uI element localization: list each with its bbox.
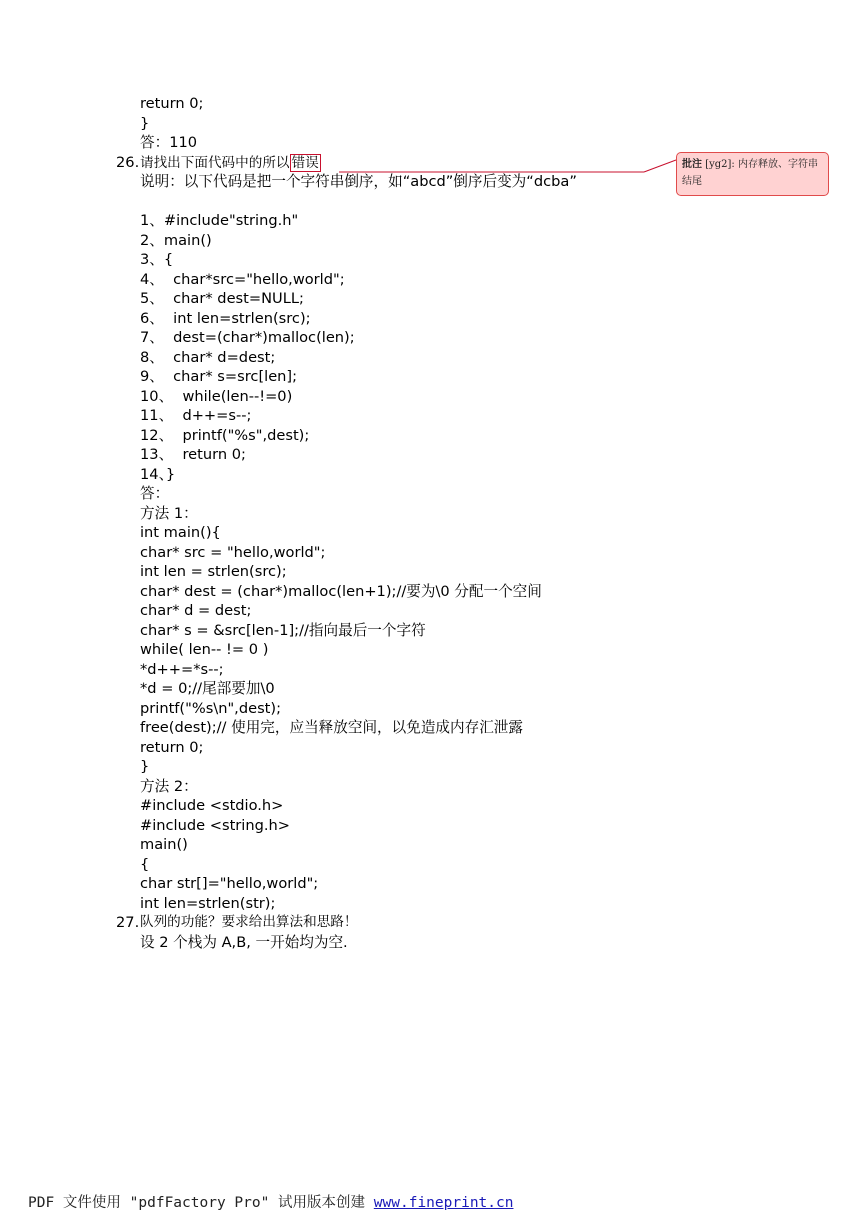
answer-line: #include <string.h> (140, 816, 290, 834)
commented-text[interactable]: 错误 (291, 154, 319, 171)
answer-line: int main(){ (140, 524, 221, 541)
code-line: 6、 int len=strlen(src); (140, 309, 311, 327)
answer-line: char* d = dest; (140, 602, 252, 619)
code-line: 14、} (140, 465, 176, 483)
code-line: 5、 char* dest=NULL; (140, 290, 304, 307)
code-line: 7、 dest=(char*)malloc(len); (140, 329, 355, 346)
comment-label: 批注 (682, 159, 702, 170)
connector-diagonal (644, 160, 676, 172)
question-26-title-text: 请找出下面代码中的所以 (140, 154, 290, 171)
answer-line: *d = 0;//尾部要加\0 (140, 680, 275, 697)
code-line: 4、 char*src="hello,world"; (140, 270, 345, 288)
footer-link[interactable]: www.fineprint.cn (373, 1195, 514, 1211)
code-line: 1、#include"string.h" (140, 212, 299, 229)
answer-line: 答： (140, 485, 170, 502)
answer-line: char* dest = (char*)malloc(len+1);//要为\0 分配一个空间 (140, 582, 542, 600)
question-27-title: 队列的功能？要求给出算法和思路！ (140, 914, 358, 930)
answer-line: char str[]="hello,world"; (140, 875, 319, 892)
comment-text: 内存释放、字符串结尾 (682, 159, 818, 187)
code-line: 2、main() (140, 231, 212, 249)
answer-line: 方法 2： (140, 777, 198, 795)
code-line: 11、 d++=s--; (140, 407, 252, 424)
answer-line: char* src = "hello,world"; (140, 543, 326, 561)
answer-line: main() (140, 836, 188, 853)
question-number-26: 26. (116, 153, 140, 171)
code-line: 13、 return 0; (140, 446, 246, 463)
code-line: 10、 while(len--!=0) (140, 387, 293, 405)
code-line: return 0; (140, 95, 204, 112)
answer-line: return 0; (140, 738, 204, 756)
answer-line: 方法 1： (140, 504, 198, 522)
question-26-description: 说明：以下代码是把一个字符串倒序，如“abcd”倒序后变为“dcba” (140, 173, 577, 190)
answer-line: int len=strlen(str); (140, 894, 276, 912)
answer-line: #include <stdio.h> (140, 797, 284, 814)
answer-line: char* s = &src[len-1];//指向最后一个字符 (140, 621, 426, 639)
answer-line: 答：110 (140, 134, 198, 151)
code-line: 8、 char* d=dest; (140, 348, 276, 366)
code-line: 9、 char* s=src[len]; (140, 368, 298, 385)
answer-line: int len = strlen(src); (140, 563, 287, 580)
answer-line: } (140, 758, 150, 775)
answer-line: free(dest);// 使用完，应当释放空间，以免造成内存汇泄露 (140, 719, 523, 736)
question-number-27: 27. (116, 914, 140, 931)
code-line: 12、 printf("%s",dest); (140, 426, 310, 444)
comment-author: [yg2]: (702, 159, 738, 170)
answer-line: while( len-- != 0 ) (140, 641, 269, 658)
answer-line: *d++=*s--; (140, 660, 224, 678)
footer-text: PDF 文件使用 "pdfFactory Pro" 试用版本创建 (28, 1195, 374, 1211)
code-line: } (140, 114, 150, 132)
answer-line: { (140, 855, 150, 873)
answer-line: printf("%s\n",dest); (140, 699, 281, 717)
pdf-footer (28, 1192, 513, 1214)
question-27-line: 设 2 个栈为 A,B, 一开始均为空. (140, 933, 348, 951)
code-line: 3、{ (140, 251, 174, 268)
comment-balloon[interactable] (676, 152, 829, 196)
